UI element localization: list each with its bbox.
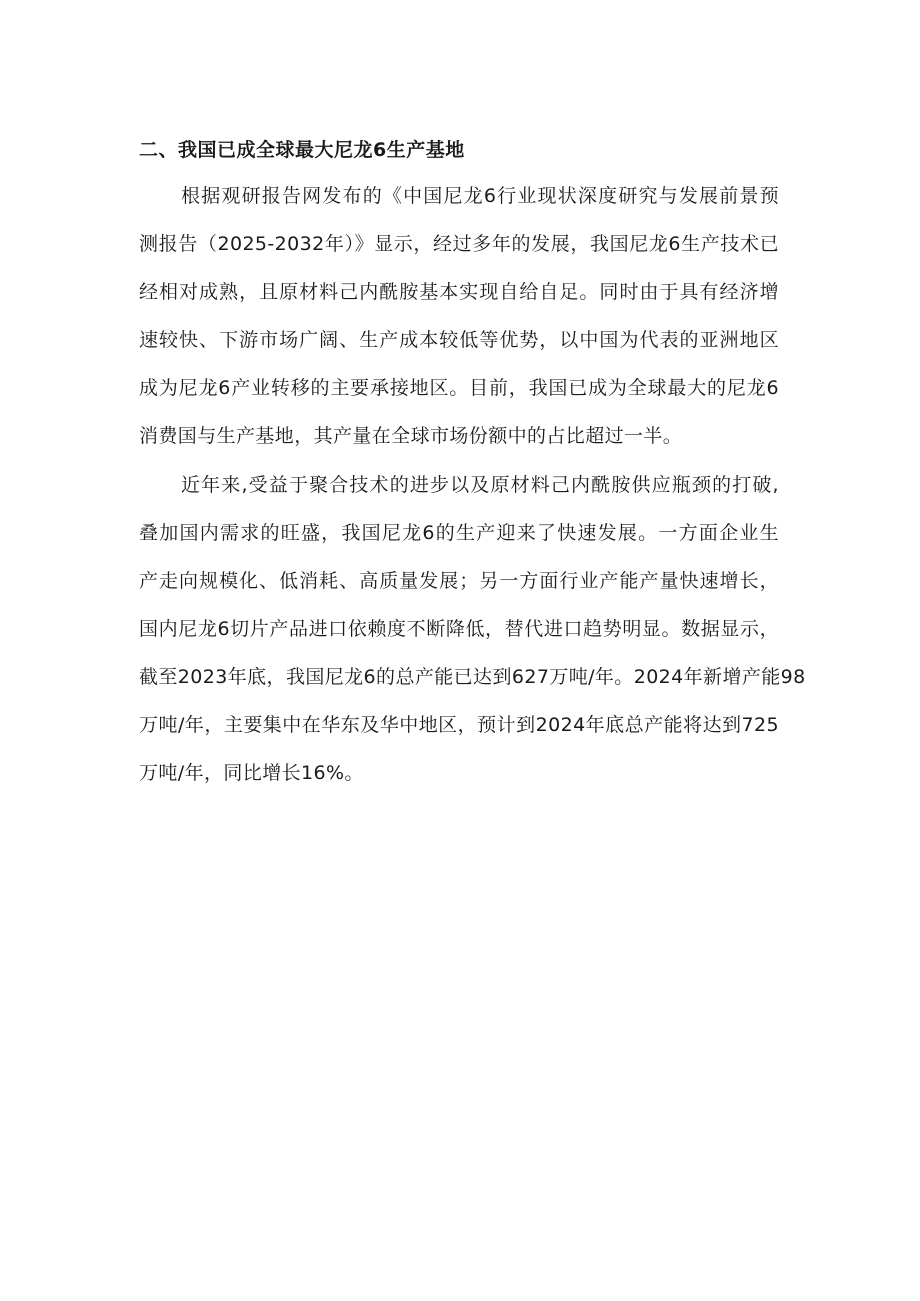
paragraph-2-line: 近年来,受益于聚合技术的进步以及原材料己内酰胺供应瓶颈的打破,: [181, 474, 779, 496]
paragraph-1-line: 消费国与生产基地，其产量在全球市场份额中的占比超过一半。: [139, 425, 683, 447]
paragraph-2-line: 叠加国内需求的旺盛，我国尼龙6的生产迎来了快速发展。一方面企业生: [139, 522, 779, 544]
paragraph-2-line: 国内尼龙6切片产品进口依赖度不断降低，替代进口趋势明显。数据显示，: [139, 618, 779, 640]
paragraph-2-line: 万吨/年，同比增长16%。: [139, 762, 364, 784]
paragraph-2-line: 产走向规模化、低消耗、高质量发展；另一方面行业产能产量快速增长，: [139, 570, 779, 592]
paragraph-1-line: 测报告（2025-2032年）》显示，经过多年的发展，我国尼龙6生产技术已: [139, 233, 779, 255]
paragraph-1-line: 成为尼龙6产业转移的主要承接地区。目前，我国已成为全球最大的尼龙6: [139, 377, 779, 399]
paragraph-1-line: 速较快、下游市场广阔、生产成本较低等优势，以中国为代表的亚洲地区: [139, 329, 779, 351]
section-heading: 二、我国已成全球最大尼龙6生产基地: [139, 139, 465, 161]
paragraph-2-line: 截至2023年底，我国尼龙6的总产能已达到627万吨/年。2024年新增产能98: [139, 666, 806, 688]
paragraph-1-line: 经相对成熟，且原材料己内酰胺基本实现自给自足。同时由于具有经济增: [139, 281, 779, 303]
paragraph-2-line: 万吨/年，主要集中在华东及华中地区，预计到2024年底总产能将达到725: [139, 714, 779, 736]
paragraph-1-line: 根据观研报告网发布的《中国尼龙6行业现状深度研究与发展前景预: [181, 185, 779, 207]
